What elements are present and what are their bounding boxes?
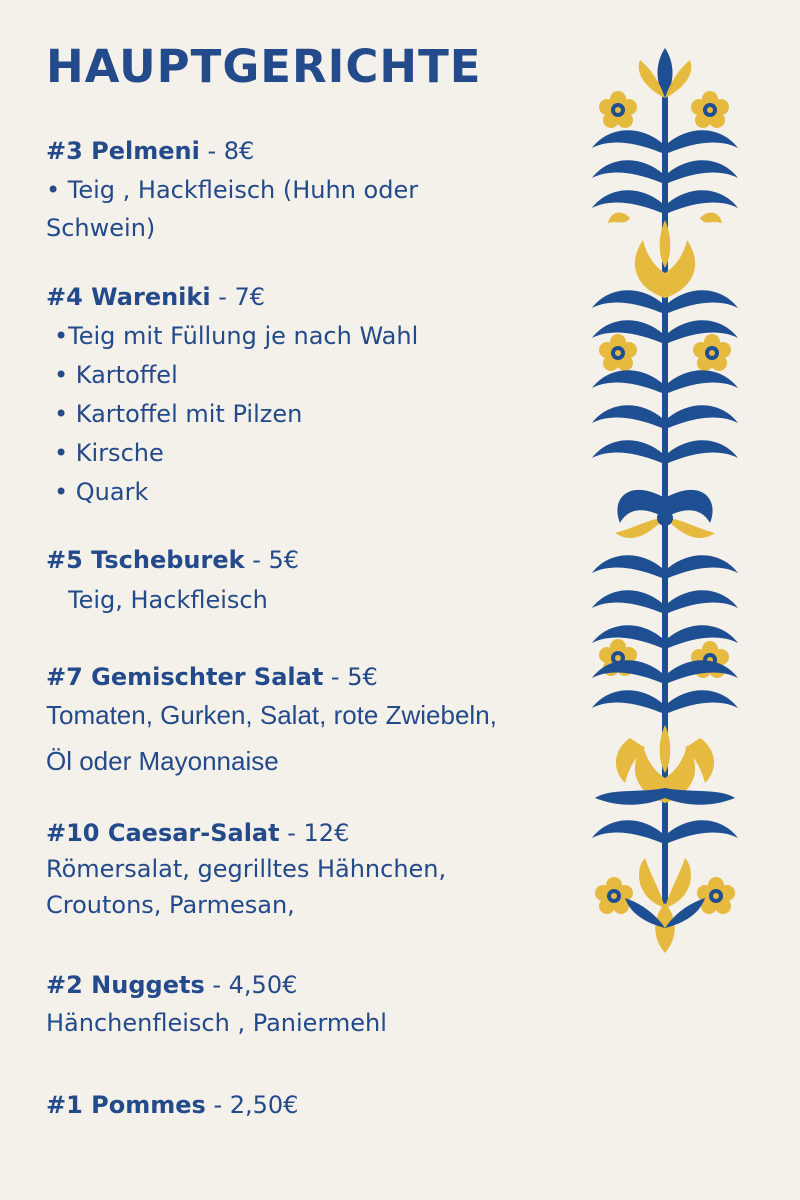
folk-floral-ornament-icon [590,48,740,958]
list-item: • Kirsche [54,439,164,467]
item-price: - 8€ [199,137,255,165]
menu-item-pelmeni [46,136,526,247]
menu-item-pommes [46,1090,298,1120]
page-title: HAUPTGERICHTE [46,40,482,93]
menu-item-wareniki [46,282,418,512]
item-description: Hänchenfleisch , Paniermehl [46,1009,387,1037]
item-name: #1 Pommes [46,1091,206,1119]
item-price: - 7€ [210,283,266,311]
item-name: #7 Gemischter Salat [46,663,324,691]
list-item: • Kartoffel mit Pilzen [54,400,303,428]
list-item: •Teig mit Füllung je nach Wahl [54,322,419,350]
item-description: Römersalat, gegrilltes Hähnchen, Croutons, Parmesan, [46,855,447,919]
item-name: #5 Tscheburek [46,546,245,574]
item-price: - 2,50€ [205,1091,299,1119]
item-price: - 5€ [323,663,378,691]
item-price: - 5€ [244,546,300,574]
menu-item-gemischter-salat [46,662,516,784]
item-description: Tomaten, Gurken, Salat, rote Zwiebeln, Öl oder Mayonnaise [46,700,497,776]
list-item: • Quark [54,478,149,506]
menu-item-nuggets [46,970,387,1042]
item-price: - 4,50€ [204,971,298,999]
item-name: #4 Wareniki [46,283,211,311]
menu-item-caesar-salat [46,818,546,923]
item-name: #3 Pelmeni [46,137,200,165]
item-name: #2 Nuggets [46,971,205,999]
list-item: • Kartoffel [54,361,178,389]
menu-item-tscheburek [46,545,299,619]
item-price: - 12€ [279,819,350,847]
item-description: • Teig , Hackfleisch (Huhn oder Schwein) [46,176,419,242]
item-description: Teig, Hackfleisch [68,586,268,614]
item-name: #10 Caesar-Salat [46,819,280,847]
